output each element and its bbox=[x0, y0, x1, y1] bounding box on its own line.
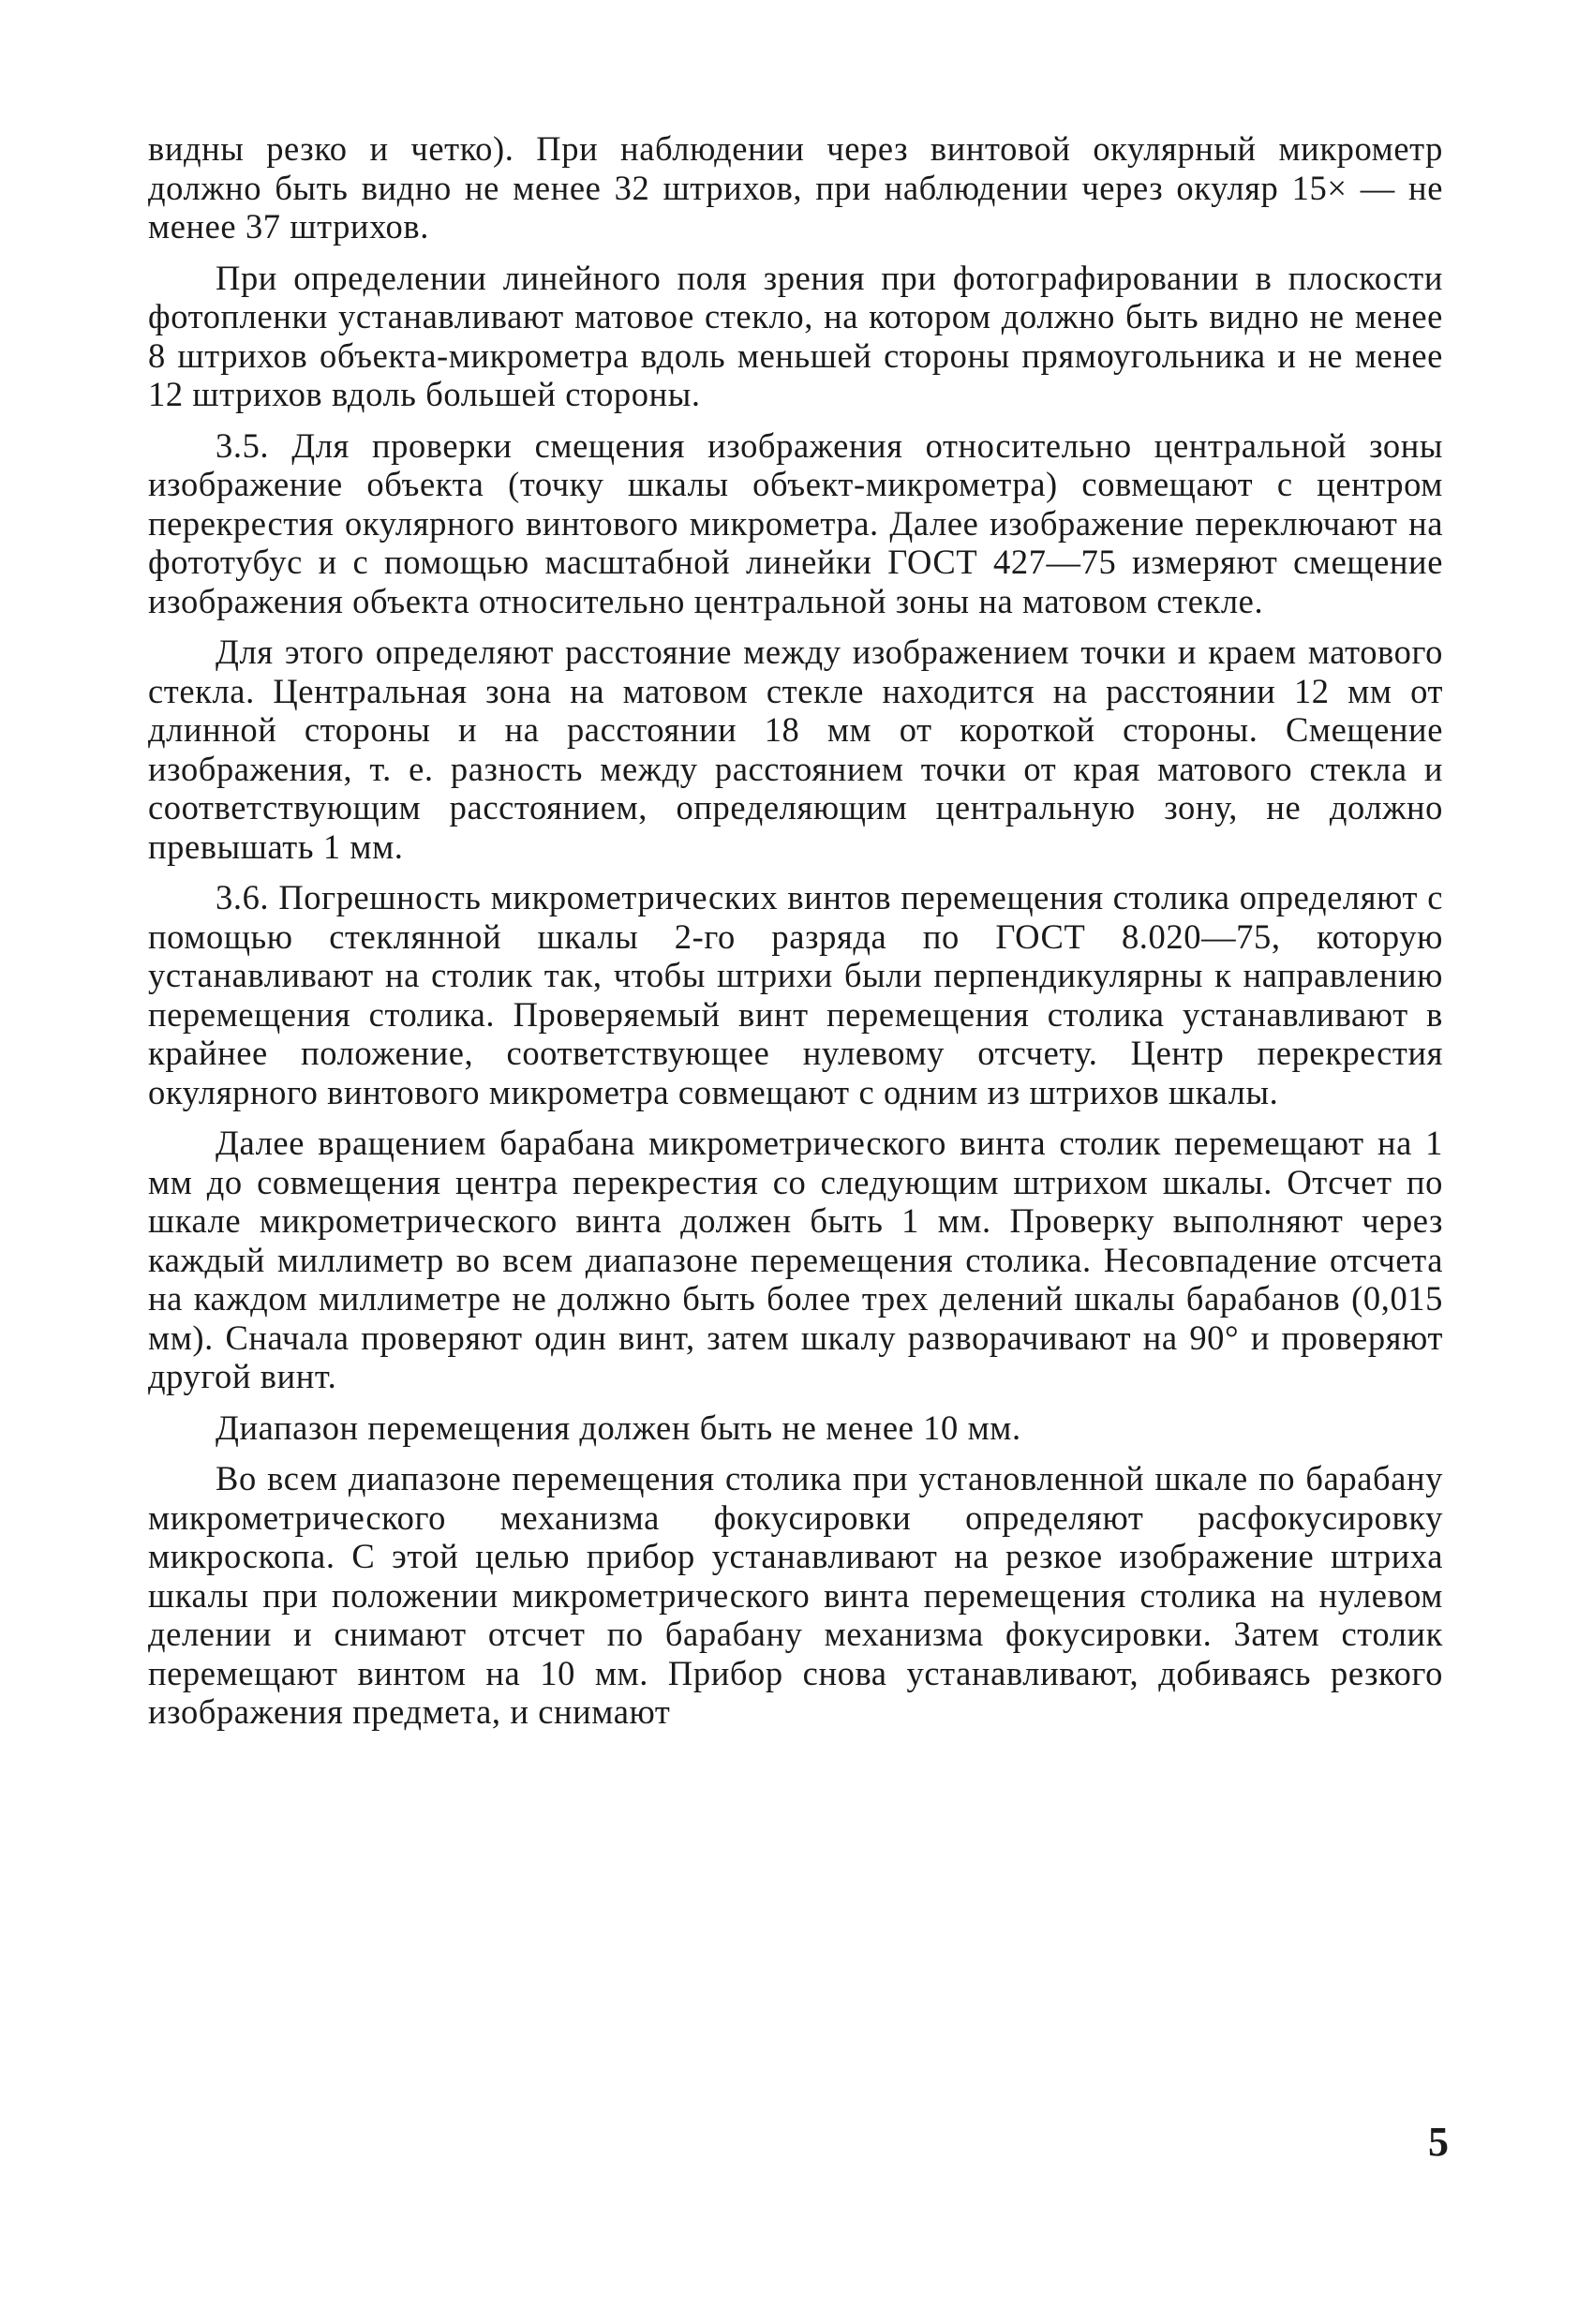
paragraph-range: Диапазон перемещения должен быть не менее 10 мм. bbox=[216, 1408, 1021, 1447]
page-number: 5 bbox=[1428, 2119, 1449, 2165]
paragraph-linear-field: При определении линейного поля зрения при фотографировании в плоскости фотопленки устанавливают матовое стекло, на котором должно быть видно не менее 8 штрихов объекта-микрометра вдоль меньшей стороны прямоугольника и не менее 12 штрихов вдоль большей стороны. bbox=[148, 258, 1443, 413]
paragraph-defocus: Во всем диапазоне перемещения столика при установленной шкале по барабану микрометрического механизма фокусировки определяют расфокусировку микроскопа. С этой целью прибор устанавливают на резкое изображение штриха шкалы при положении микрометрического винта перемещения столика на нулевом делении и снимают отсчет по барабану механизма фокусировки. Затем столик перемещают винтом на 10 мм. Прибор снова устанавливают, добиваясь резкого изображения предмета, и снимают bbox=[148, 1459, 1443, 1731]
paragraph-central-zone: Для этого определяют расстояние между изображением точки и краем матового стекла. Центральная зона на матовом стекле находится на расстоянии 12 мм от длинной стороны и на расстоянии 18 мм от короткой стороны. Смещение изображения, т. е. разность между расстоянием точки от края матового стекла и соответствующим расстоянием, определяющим центральную зону, не должно превышать 1 мм. bbox=[148, 633, 1443, 866]
paragraph-continuation: видны резко и четко). При наблюдении через винтовой окулярный микрометр должно быть видно не менее 32 штрихов, при наблюдении через окуляр 15× — не менее 37 штрихов. bbox=[148, 129, 1443, 246]
paragraph-3-5: 3.5. Для проверки смещения изображения относительно центральной зоны изображение объекта (точку шкалы объект-микрометра) совмещают с центром перекрестия окулярного винтового микрометра. Далее изображение переключают на фототубус и с помощью масштабной линейки ГОСТ 427—75 измеряют смещение изображения объекта относительно центральной зоны на матовом стекле. bbox=[148, 425, 1443, 620]
paragraph-3-6: 3.6. Погрешность микрометрических винтов перемещения столика определяют с помощью стеклянной шкалы 2-го разряда по ГОСТ 8.020—75, которую устанавливают на столик так, чтобы штрихи были перпендикулярны к направлению перемещения столика. Проверяемый винт перемещения столика устанавливают в крайнее положение, соответствующее нулевому отсчету. Центр перекрестия окулярного винтового микрометра совмещают с одним из штрихов шкалы. bbox=[148, 878, 1443, 1111]
page-text-body bbox=[148, 129, 1443, 1744]
paragraph-drum-rotation: Далее вращением барабана микрометрического винта столик перемещают на 1 мм до совмещения центра перекрестия со следующим штрихом шкалы. Отсчет по шкале микрометрического винта должен быть 1 мм. Проверку выполняют через каждый миллиметр во всем диапазоне перемещения столика. Несовпадение отсчета на каждом миллиметре не должно быть более трех делений шкалы барабанов (0,015 мм). Сначала проверяют один винт, затем шкалу разворачивают на 90° и проверяют другой винт. bbox=[148, 1124, 1443, 1395]
